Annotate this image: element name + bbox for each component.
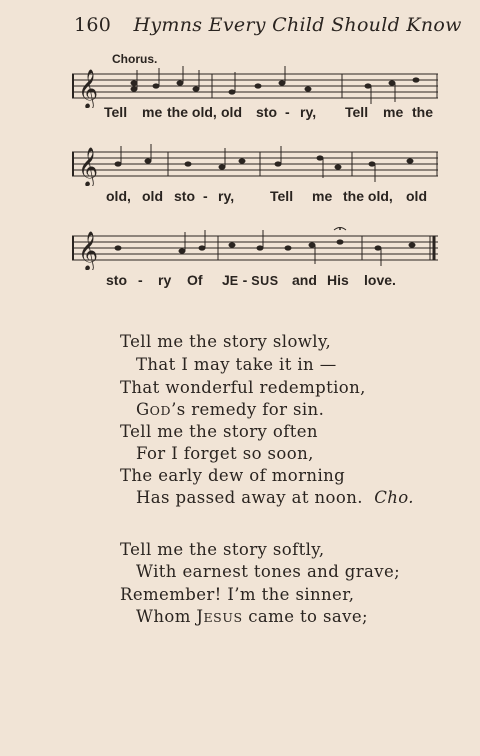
verse-line: That I may take it in —: [136, 355, 337, 374]
verse-line: The early dew of morning: [120, 466, 346, 485]
staff-notation-2: [72, 142, 438, 186]
page-header: [74, 14, 462, 36]
verse-line: With earnest tones and grave;: [136, 562, 401, 581]
lyric-word: sto: [256, 104, 277, 120]
verse-line: Has passed away at noon. Cho.: [136, 488, 414, 507]
lyric-word-jesus: JE - SUS: [222, 272, 279, 288]
verse-line: That wonderful redemption,: [120, 378, 366, 397]
chorus-label: Chorus.: [112, 52, 158, 66]
lyric-word: old: [142, 188, 163, 204]
treble-clef-icon: 𝄞: [78, 147, 99, 186]
verse-line: Tell me the story softly,: [120, 540, 325, 559]
lyric-word: the old,: [343, 188, 393, 204]
page-number: 160: [74, 14, 112, 36]
lyric-word: Tell: [270, 188, 294, 204]
lyric-word: His: [327, 272, 349, 288]
verse-line: Remember! I’m the sinner,: [120, 585, 355, 604]
lyric-word: -: [138, 272, 143, 288]
lyric-word: and: [292, 272, 317, 288]
lyric-word: me: [312, 188, 333, 204]
page-title: Hymns Every Child Should Know: [133, 14, 462, 36]
lyric-word: sto: [106, 272, 127, 288]
verse-line: For I forget so soon,: [136, 444, 314, 463]
lyric-word: ry: [158, 272, 172, 288]
lyric-word: -: [203, 188, 208, 204]
lyric-word: -: [285, 104, 290, 120]
lyric-word: me: [383, 104, 404, 120]
lyric-word: Of: [187, 272, 203, 288]
lyric-word: old: [406, 188, 427, 204]
treble-clef-icon: 𝄞: [78, 69, 99, 108]
lyric-word: ry,: [300, 104, 317, 120]
lyric-word: love.: [364, 272, 396, 288]
music-staff-3: [72, 226, 438, 270]
lyric-word: the old,: [167, 104, 217, 120]
lyric-word: sto: [174, 188, 195, 204]
verse-line: Tell me the story often: [120, 422, 318, 441]
lyric-word: old: [221, 104, 242, 120]
lyric-word: the: [412, 104, 433, 120]
lyric-word: Tell: [345, 104, 369, 120]
verse-line: GOD’s remedy for sin.: [136, 400, 325, 419]
music-staff-1: [72, 64, 438, 108]
verse-line: Whom JESUS came to save;: [136, 607, 368, 626]
staff-notation-1: [72, 64, 438, 108]
music-staff-2: [72, 142, 438, 186]
lyric-word: old,: [106, 188, 131, 204]
lyric-word: me: [142, 104, 163, 120]
verse-line: Tell me the story slowly,: [120, 332, 332, 351]
staff-notation-3: [72, 226, 438, 270]
treble-clef-icon: 𝄞: [78, 231, 99, 270]
lyric-word: Tell: [104, 104, 128, 120]
lyric-word: ry,: [218, 188, 235, 204]
